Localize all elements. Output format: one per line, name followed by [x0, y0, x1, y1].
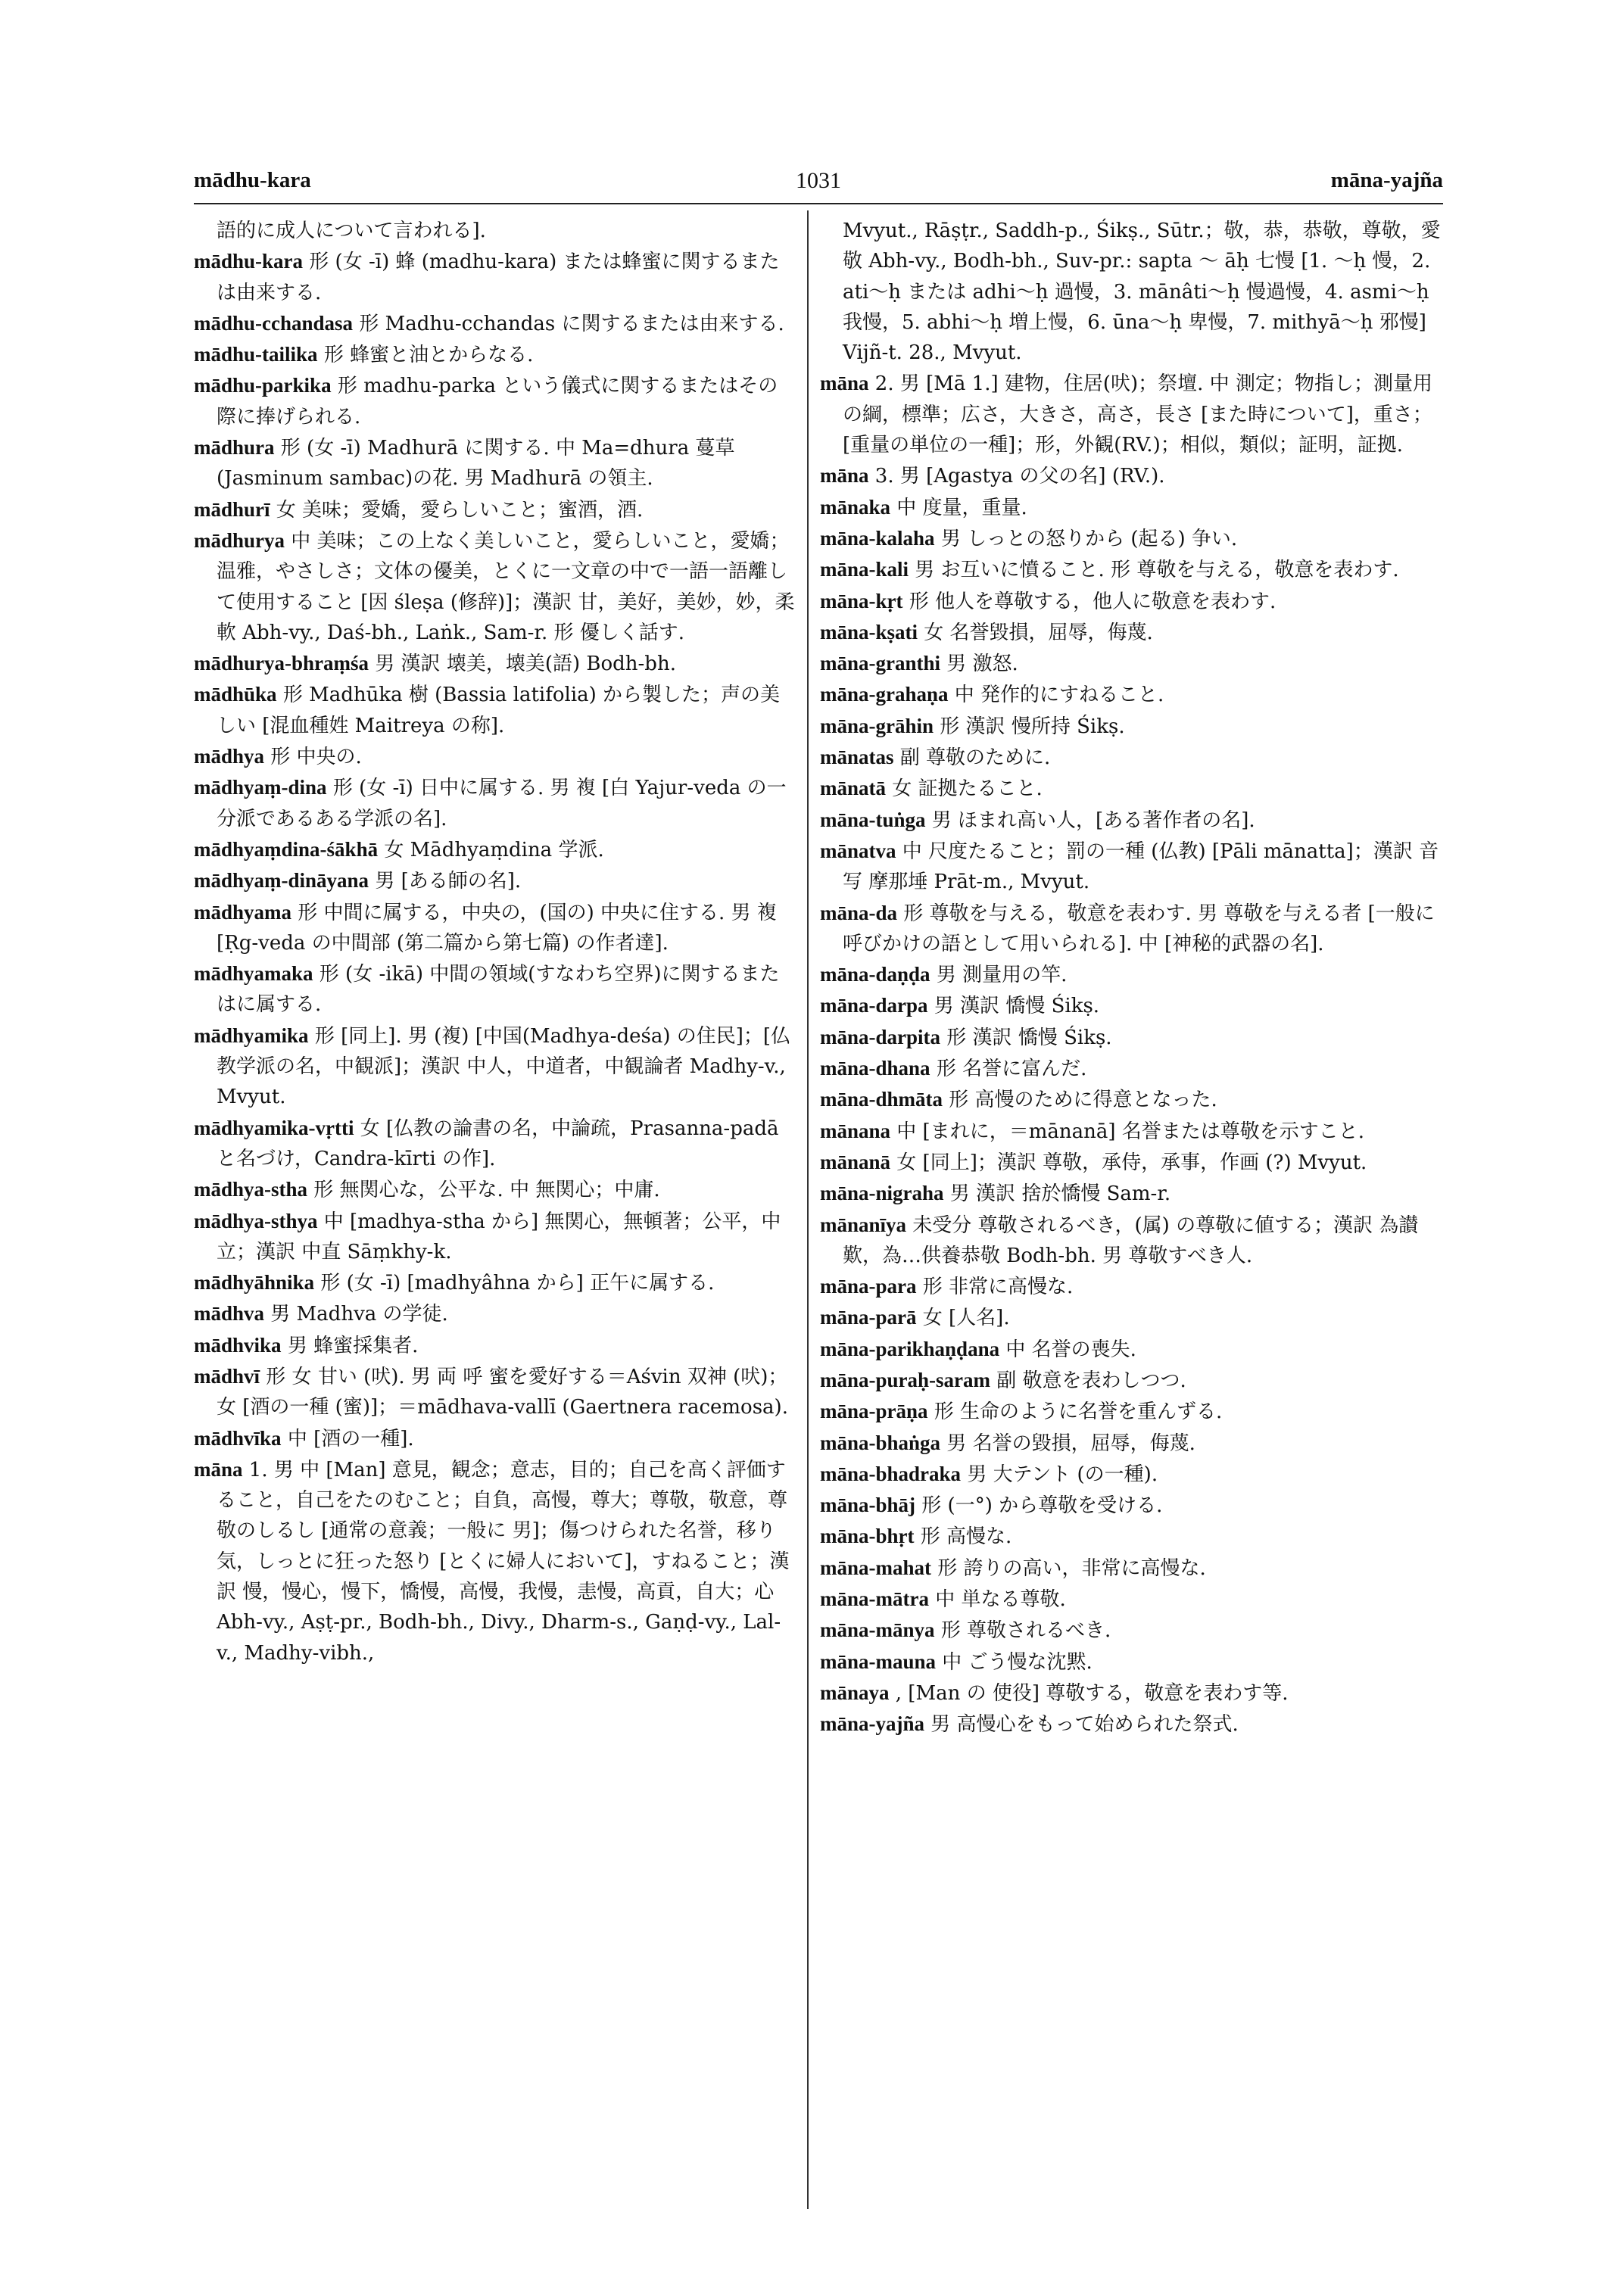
- entry-definition: 形 (女 -ikā) 中間の領域(すなわち空界)に関するまたはに属する.: [217, 963, 780, 1017]
- entry-definition: 男 激怒.: [946, 653, 1018, 676]
- entry-definition: 形 高慢な.: [920, 1525, 1012, 1549]
- entry-definition: 1. 男 中 [Man] 意見，観念；意志，目的；自己を高く評価すること，自己をたのむこと；自負，高慢，尊大；尊敬，敬意，尊敬のしるし [通常の意義；一般に 男]；傷つけられた名誉，移り気，しっとに狂った怒り [とくに婦人において]，すねること；漢訳 慢，慢心，慢下，憍慢，高慢，我慢，恚慢，高貢，自大；心 Abh-vy., Aṣṭ-pr., Bodh-bh., Divy., Dharm-s., Gaṇḍ-vy., Lal-v., Madhy-vibh.,: [217, 1458, 790, 1665]
- entry-headword: māna-da: [820, 901, 898, 924]
- dictionary-entry: [194, 1454, 796, 1668]
- entry-definition: 形 無関心な，公平な. 中 無関心；中庸.: [313, 1179, 660, 1202]
- dictionary-entry: [194, 958, 796, 1020]
- dictionary-entry: [820, 1615, 1443, 1646]
- entry-headword: mānanīya: [820, 1213, 907, 1236]
- entry-headword: māna-granthi: [820, 652, 941, 675]
- dictionary-entry: [820, 554, 1443, 585]
- entry-headword: māna-tuṅga: [820, 808, 926, 831]
- entry-definition: 副 敬意を表わしつつ.: [996, 1369, 1186, 1392]
- entry-definition: 形 中間に属する，中央の，(国の) 中央に住する. 男 複 [Ṛg-veda の中間部 (第二篇から第七篇) の作者達].: [217, 901, 777, 955]
- dictionary-entry: [820, 368, 1443, 460]
- entry-headword: mānatas: [820, 746, 894, 769]
- entry-definition: 形 漢訳 慢所持 Śikṣ.: [940, 715, 1125, 738]
- dictionary-entry: [820, 1678, 1443, 1709]
- dictionary-entry: [820, 836, 1443, 898]
- entry-definition: 男 大テント (の一種).: [967, 1463, 1158, 1486]
- entry-headword: māna-grāhin: [820, 714, 934, 737]
- entry-definition: 女 証拠たること.: [892, 777, 1043, 801]
- dictionary-entry: [194, 1020, 796, 1113]
- dictionary-entry: [820, 1178, 1443, 1209]
- dictionary-entry: [820, 1459, 1443, 1490]
- entry-definition: 男 しっとの怒りから (起る) 争い.: [940, 527, 1238, 550]
- entry-definition: 形 madhu-parka という儀式に関するまたはその際に捧げられる.: [217, 375, 778, 428]
- entry-definition: 男 Madhva の学徒.: [270, 1303, 448, 1326]
- entry-definition: 中 度量，重量.: [896, 496, 1027, 519]
- dictionary-entry: [194, 339, 796, 370]
- entry-headword: māna-bhṛt: [820, 1525, 915, 1548]
- entry-definition: 男 高慢心をもって始められた祭式.: [930, 1713, 1239, 1737]
- dictionary-entry: [194, 1330, 796, 1361]
- entry-definition: 中 [まれに，＝mānanā] 名誉または尊敬を示すこと.: [896, 1120, 1365, 1143]
- entry-definition: 男 測量用の竿.: [936, 964, 1068, 987]
- entry-definition: 形 他人を尊敬する，他人に敬意を表わす.: [909, 590, 1276, 613]
- dictionary-entry: [194, 897, 796, 959]
- entry-definition: 形 Madhu-cchandas に関するまたは由来する.: [359, 312, 784, 335]
- entry-headword: māna: [194, 1457, 243, 1481]
- dictionary-entry: [194, 494, 796, 525]
- dictionary-entry: [820, 1365, 1443, 1396]
- dictionary-entry: [820, 1647, 1443, 1678]
- entry-headword: mādhvīka: [194, 1426, 282, 1450]
- dictionary-entry: [820, 1116, 1443, 1147]
- entry-headword: māna-parikhaṇḍana: [820, 1337, 1000, 1360]
- entry-definition: 2. 男 [Mā 1.] 建物，住居(吠)；祭壇. 中 測定；物指し；測量用の綱，標準；広さ，大きさ，高さ，長さ [また時について]，重さ；[重量の単位の一種]；形，外観(RV.)；相似，類似；証明，証拠.: [843, 372, 1432, 457]
- entry-headword: mādhva: [194, 1302, 265, 1326]
- entry-headword: mādhu-tailika: [194, 343, 318, 366]
- entry-definition: 3. 男 [Agastya の父の名] (RV.).: [874, 465, 1165, 488]
- entry-definition: 女 [同上]；漢訳 尊敬，承侍，承事，作画 (?) Mvyut.: [896, 1151, 1367, 1174]
- header-left-guideword: mādhu-kara: [194, 168, 311, 192]
- dictionary-entry: [820, 1709, 1443, 1740]
- entry-definition: 女 Mādhyaṃdina 学派.: [384, 838, 604, 861]
- dictionary-entry: [194, 1113, 796, 1175]
- entry-headword: mādhura: [194, 436, 275, 460]
- entry-definition: 男 名誉の毀損，屈辱，侮蔑.: [946, 1432, 1195, 1455]
- entry-headword: mādhyaṃ-dina: [194, 776, 327, 799]
- entry-headword: mādhyaṃ-dināyana: [194, 869, 369, 893]
- entry-definition: 副 尊敬のために.: [899, 746, 1051, 770]
- entry-definition: 形 誇りの高い，非常に高慢な.: [937, 1556, 1206, 1580]
- dictionary-entry: [820, 1553, 1443, 1584]
- entry-definition: 形 名誉に富んだ.: [936, 1058, 1087, 1081]
- dictionary-entry: [820, 1396, 1443, 1427]
- entry-headword: māna-dhana: [820, 1057, 930, 1080]
- entry-definition: 男 蜂蜜採集者.: [287, 1334, 419, 1357]
- dictionary-entry: [820, 805, 1443, 836]
- left-column: [194, 216, 796, 1668]
- entry-definition: 中 [madhya-stha から] 無関心，無頓著；公平，中立；漢訳 中直 Sāṃkhy-k.: [217, 1210, 781, 1263]
- dictionary-entry: [194, 216, 796, 246]
- dictionary-entry: [820, 1084, 1443, 1115]
- entry-headword: māna-dhmāta: [820, 1088, 943, 1111]
- entry-headword: mānatā: [820, 777, 886, 800]
- entry-headword: mādhya-sthya: [194, 1209, 318, 1232]
- entry-headword: māna-yajña: [820, 1712, 925, 1736]
- entry-headword: māna-kalaha: [820, 526, 935, 550]
- dictionary-entry: [820, 523, 1443, 554]
- entry-definition: 女 美味；愛嬌，愛らしいこと；蜜酒，酒.: [276, 498, 644, 522]
- entry-headword: māna-mahat: [820, 1556, 931, 1579]
- entry-headword: mādhyaṃdina-śākhā: [194, 837, 379, 861]
- entry-definition: 語的に成人について言われる].: [217, 220, 486, 242]
- entry-headword: māna-bhaṅga: [820, 1431, 941, 1454]
- entry-headword: māna-kali: [820, 558, 909, 581]
- entry-definition: 形 Madhūka 樹 (Bassia latifolia) から製した；声の美しい [混血種姓 Maitreya の称].: [217, 684, 781, 737]
- dictionary-entry: [820, 1302, 1443, 1333]
- entry-definition: 形 [同上]. 男 (複) [中国(Madhya-deśa) の住民]；[仏教学派の名，中観派]；漢訳 中人，中道者，中観論者 Madhy-v., Mvyut.: [217, 1024, 791, 1109]
- entry-definition: 中 尺度たること；罰の一種 (仏教) [Pāli mānatta]；漢訳 音写 摩那埵 Prāt-m., Mvyut.: [843, 840, 1439, 894]
- column-divider: [807, 210, 809, 2209]
- entry-definition: 形 高慢のために得意となった.: [949, 1089, 1217, 1112]
- entry-definition: 女 [仏教の論書の名，中論疏，Prasanna-padā と名づけ，Candra-kīrti の作].: [217, 1117, 779, 1170]
- entry-headword: māna-darpita: [820, 1025, 941, 1048]
- entry-definition: 形 蜂蜜と油とからなる.: [323, 344, 534, 367]
- entry-definition: 中 ごう慢な沈黙.: [942, 1650, 1093, 1674]
- entry-definition: 中 美味；この上なく美しいこと，愛らしいこと，愛嬌；温雅，やさしさ；文体の優美，とくに一文章の中で一語一語離して使用すること [因 śleṣa (修辞)]；漢訳 甘，美好，美妙，妙，柔軟 Abh-vy., Daś-bh., Laṅk., Sam-r. 形 優しく話す.: [217, 529, 795, 644]
- entry-headword: mādhyamika-vṛtti: [194, 1116, 354, 1139]
- dictionary-entry: [820, 742, 1443, 773]
- entry-definition: 形 尊敬されるべき.: [940, 1619, 1111, 1643]
- entry-headword: mādhurya: [194, 528, 285, 552]
- entry-definition: 中 名誉の喪失.: [1005, 1338, 1136, 1361]
- entry-headword: mādhya: [194, 745, 265, 768]
- entry-definition: 形 (女 -ī) 蜂 (madhu-kara) または蜂蜜に関するまたは由来する.: [217, 251, 780, 304]
- entry-headword: mādhūka: [194, 683, 277, 706]
- entry-headword: māna: [820, 464, 869, 488]
- entry-definition: 形 (一°) から尊敬を受ける.: [921, 1494, 1163, 1518]
- entry-headword: mānana: [820, 1119, 891, 1142]
- entry-definition: 女 名誉毀損，屈辱，侮蔑.: [924, 621, 1153, 644]
- dictionary-entry: [194, 1174, 796, 1205]
- dictionary-entry: [820, 1521, 1443, 1552]
- dictionary-entry: [194, 1206, 796, 1268]
- dictionary-entry: [820, 1210, 1443, 1272]
- entry-definition: 形 女 甘い (吠). 男 両 呼 蜜を愛好する＝Aśvin 双神 (吠)；女 [酒の一種 (蜜)]；＝mādhava-vallī (Gaertnera racemosa).: [217, 1365, 788, 1419]
- entry-definition: 中 単なる尊敬.: [935, 1588, 1066, 1612]
- dictionary-entry: [820, 1584, 1443, 1615]
- entry-headword: māna: [820, 372, 869, 395]
- dictionary-entry: [194, 246, 796, 308]
- dictionary-entry: [820, 617, 1443, 648]
- dictionary-entry: [194, 648, 796, 679]
- entry-headword: mādhurī: [194, 497, 270, 521]
- dictionary-entry: [194, 432, 796, 494]
- entry-headword: mānatva: [820, 839, 896, 862]
- entry-headword: māna-darpa: [820, 994, 928, 1017]
- dictionary-entry: [194, 1423, 796, 1454]
- entry-definition: 男 漢訳 壊美，壊美(語) Bodh-bh.: [375, 653, 676, 676]
- dictionary-entry: [194, 525, 796, 648]
- entry-headword: māna-bhāj: [820, 1494, 916, 1517]
- dictionary-entry: [820, 711, 1443, 742]
- dictionary-entry: [194, 865, 796, 896]
- entry-headword: mādhu-parkika: [194, 374, 332, 397]
- entry-headword: mādhvī: [194, 1364, 260, 1388]
- dictionary-entry: [820, 216, 1443, 368]
- dictionary-entry: [194, 1361, 796, 1423]
- dictionary-entry: [820, 773, 1443, 804]
- entry-headword: māna-bhadraka: [820, 1462, 962, 1485]
- dictionary-entry: [820, 586, 1443, 617]
- entry-headword: mādhya-stha: [194, 1178, 308, 1201]
- entry-definition: 形 尊敬を与える，敬意を表わす. 男 尊敬を与える者 [一般に呼びかけの語として用いられる]. 中 [神秘的武器の名].: [843, 902, 1435, 955]
- entry-headword: māna-mānya: [820, 1618, 935, 1642]
- dictionary-entry: [820, 1271, 1443, 1302]
- dictionary-entry: [820, 990, 1443, 1021]
- entry-headword: mādhyama: [194, 900, 292, 924]
- header-right-guideword: māna-yajña: [1330, 168, 1443, 192]
- entry-headword: māna-para: [820, 1275, 917, 1298]
- entry-definition: 未受分 尊敬されるべき，(属) の尊敬に値する；漢訳 為讃歎，為…供養恭敬 Bodh-bh. 男 尊敬すべき人.: [843, 1213, 1419, 1267]
- dictionary-entry: [194, 741, 796, 772]
- entry-headword: māna-mauna: [820, 1650, 937, 1673]
- entry-headword: mādhyamaka: [194, 962, 313, 986]
- dictionary-entry: [820, 460, 1443, 491]
- entry-definition: 男 お互いに憤ること. 形 尊敬を与える，敬意を表わす.: [915, 559, 1399, 582]
- dictionary-entry: [820, 1490, 1443, 1521]
- entry-headword: māna-kṣati: [820, 620, 918, 643]
- dictionary-entry: [820, 492, 1443, 523]
- entry-headword: māna-mātra: [820, 1587, 929, 1611]
- page-header: [194, 168, 1443, 201]
- entry-definition: 形 漢訳 憍慢 Śikṣ.: [946, 1026, 1112, 1049]
- entry-headword: mānanā: [820, 1150, 891, 1173]
- dictionary-entry: [820, 648, 1443, 679]
- entry-headword: māna-nigraha: [820, 1182, 944, 1205]
- entry-definition: 形 (女 -ī) [madhyâhna から] 正午に属する.: [320, 1272, 715, 1295]
- entry-definition: 形 生命のように名誉を重んずる.: [934, 1400, 1223, 1424]
- entry-headword: mānaka: [820, 495, 891, 519]
- dictionary-entry: [194, 308, 796, 339]
- entry-headword: māna-kṛt: [820, 589, 903, 612]
- entry-headword: māna-parā: [820, 1306, 917, 1329]
- entry-definition: 男 漢訳 憍慢 Śikṣ.: [934, 995, 1100, 1018]
- dictionary-entry: [820, 1428, 1443, 1459]
- entry-headword: mādhurya-bhraṃśa: [194, 652, 369, 675]
- entry-headword: mādhvika: [194, 1333, 282, 1357]
- entry-headword: mādhu-kara: [194, 250, 304, 273]
- entry-definition: 中 発作的にすねること.: [954, 684, 1164, 707]
- entry-definition: Mvyut., Rāṣṭr., Saddh-p., Śikṣ., Sūtr.；敬，恭，恭敬，尊敬，愛敬 Abh-vy., Bodh-bh., Suv-pr.: sapta ～ āḥ 七慢 [1. ～ḥ 慢，2. ati～ḥ または adhi～ḥ 過慢，3. mānâti～ḥ 慢過慢，4. asmi～ḥ 我慢，5. abhi～ḥ 増上慢，6. ūna～ḥ 卑慢，7. mithyā～ḥ 邪慢] Vijñ-t. 28., Mvyut.: [843, 220, 1441, 365]
- entry-headword: mādhu-cchandasa: [194, 311, 354, 335]
- entry-headword: mādhyāhnika: [194, 1271, 315, 1294]
- dictionary-entry: [820, 959, 1443, 990]
- dictionary-entry: [820, 1053, 1443, 1084]
- entry-headword: māna-prāṇa: [820, 1400, 928, 1423]
- dictionary-entry: [194, 1298, 796, 1329]
- page-number: 1031: [796, 168, 841, 193]
- header-rule: [194, 203, 1443, 204]
- entry-definition: 男 [ある師の名].: [375, 870, 522, 893]
- entry-definition: 形 中央の.: [270, 746, 362, 769]
- entry-definition: 形 (女 -ī) Madhurā に関する. 中 Ma=dhura 蔓草 (Jasminum sambac)の花. 男 Madhurā の領主.: [217, 437, 735, 491]
- dictionary-entry: [194, 1267, 796, 1298]
- entry-definition: 形 非常に高慢な.: [922, 1276, 1074, 1299]
- entry-headword: mādhyamika: [194, 1023, 309, 1047]
- entry-definition: 女 [人名].: [922, 1307, 1010, 1330]
- dictionary-entry: [820, 1147, 1443, 1178]
- entry-headword: māna-puraḥ-saram: [820, 1368, 991, 1391]
- dictionary-entry: [820, 679, 1443, 710]
- entry-definition: 形 (女 -ī) 日中に属する. 男 複 [白 Yajur-veda の一分派であるある学派の名].: [217, 777, 787, 830]
- right-column: [820, 216, 1443, 1740]
- entry-definition: 男 漢訳 捨於憍慢 Sam-r.: [949, 1182, 1171, 1206]
- dictionary-entry: [194, 772, 796, 834]
- dictionary-entry: [194, 679, 796, 741]
- dictionary-entry: [194, 834, 796, 865]
- dictionary-entry: [820, 898, 1443, 960]
- entry-definition: , [Man の 使役] 尊敬する，敬意を表わす等.: [895, 1681, 1289, 1705]
- dictionary-entry: [820, 1334, 1443, 1365]
- entry-headword: māna-daṇḍa: [820, 963, 930, 986]
- dictionary-entry: [820, 1022, 1443, 1053]
- entry-definition: 男 ほまれ高い人，[ある著作者の名].: [931, 808, 1255, 832]
- entry-definition: 中 [酒の一種].: [287, 1427, 414, 1450]
- entry-headword: māna-grahaṇa: [820, 683, 949, 706]
- dictionary-entry: [194, 370, 796, 432]
- entry-headword: mānaya: [820, 1681, 890, 1704]
